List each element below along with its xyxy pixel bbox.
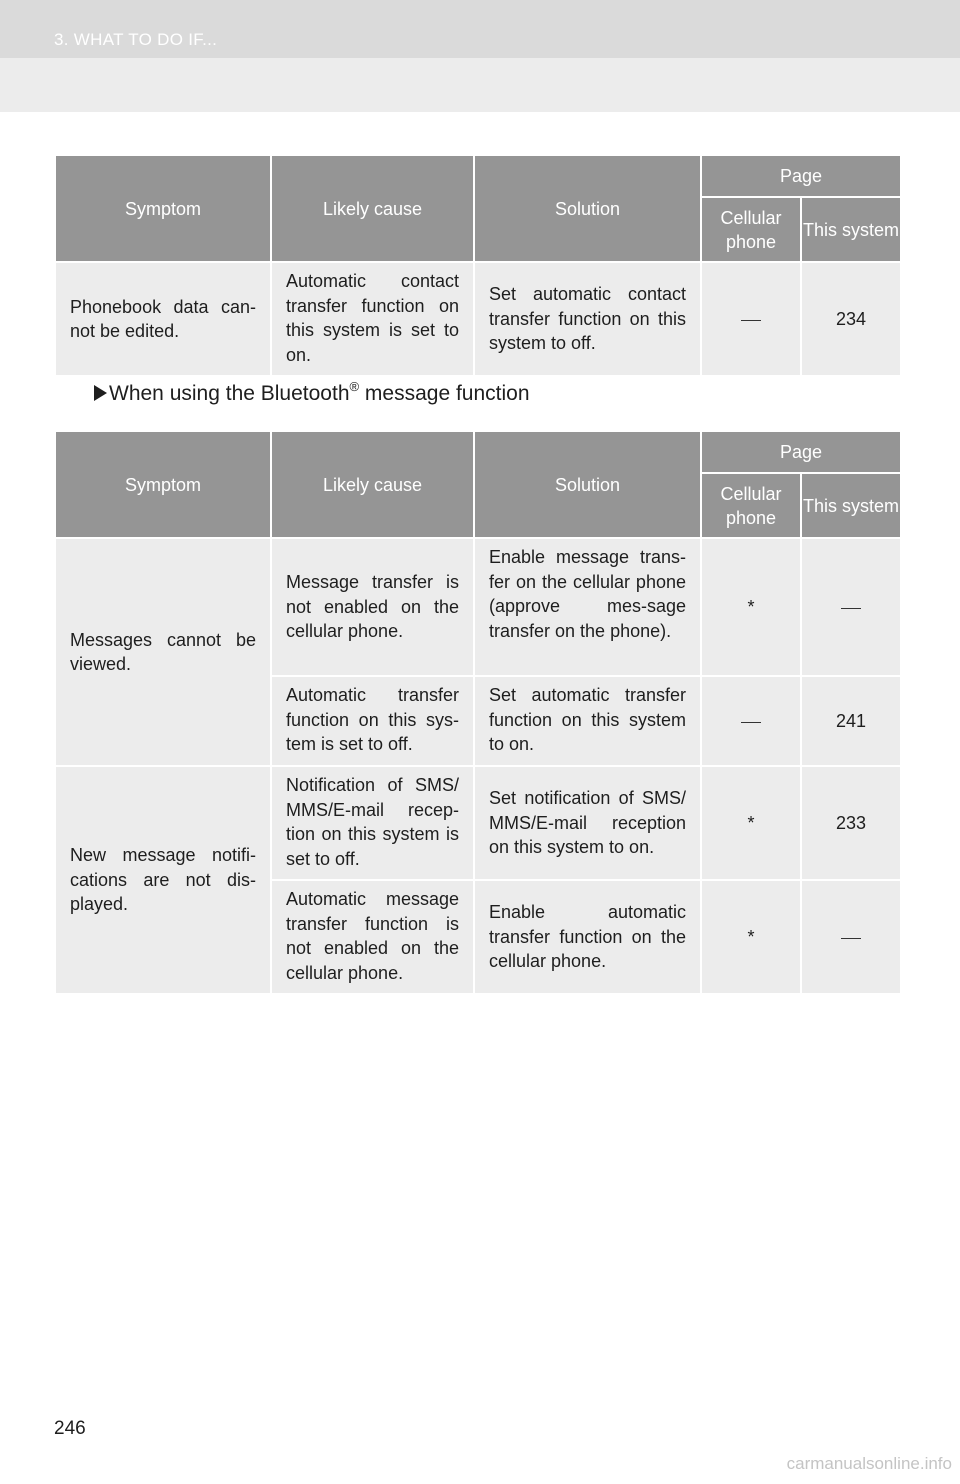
- likely-cause-cell: Message transfer is not enabled on the cellular phone.: [271, 538, 474, 676]
- header-solution: Solution: [474, 155, 701, 262]
- header-this-system: This system: [801, 473, 901, 538]
- subheading-suffix: message function: [359, 382, 530, 405]
- solution-cell: Set notification of SMS/ MMS/E-mail reception on this system to on.: [474, 766, 701, 880]
- header-page: Page: [701, 155, 901, 197]
- dash-mark: [741, 320, 761, 321]
- dash-mark: [841, 608, 861, 609]
- solution-cell: Set automatic contact transfer function on this system to off.: [474, 262, 701, 376]
- symptom-cell: Phonebook data can-not be edited.: [55, 262, 271, 376]
- table-row: [55, 766, 901, 880]
- header-likely-cause: Likely cause: [271, 431, 474, 538]
- solution-cell: Set automatic transfer function on this system to on.: [474, 676, 701, 766]
- cellular-page-cell: *: [701, 880, 801, 994]
- header-this-system: This system: [801, 197, 901, 262]
- header-page: Page: [701, 431, 901, 473]
- system-page-cell: [801, 880, 901, 994]
- system-page-cell: 234: [801, 262, 901, 376]
- solution-cell: Enable automatic transfer function on the cellular phone.: [474, 880, 701, 994]
- header-solution: Solution: [474, 431, 701, 538]
- phonebook-troubleshooting-table: [54, 154, 902, 377]
- section-title: 3. WHAT TO DO IF...: [54, 30, 218, 49]
- likely-cause-cell: Notification of SMS/ MMS/E-mail recep-tion on this system is set to off.: [271, 766, 474, 880]
- cellular-page-cell: [701, 262, 801, 376]
- registered-mark: ®: [349, 379, 360, 394]
- watermark: carmanualsonline.info: [786, 1454, 952, 1473]
- table-row: [55, 538, 901, 676]
- system-page-cell: 233: [801, 766, 901, 880]
- table-row: [55, 262, 901, 376]
- section-subheading: [94, 379, 530, 406]
- header-cellular-phone: Cellular phone: [701, 197, 801, 262]
- page-number: 246: [54, 1418, 86, 1439]
- triangle-bullet-icon: [94, 385, 107, 401]
- likely-cause-cell: Automatic message transfer function is not enabled on the cellular phone.: [271, 880, 474, 994]
- symptom-cell: New message notifi-cations are not dis-played.: [55, 766, 271, 994]
- cellular-page-cell: [701, 676, 801, 766]
- header-cellular-phone: Cellular phone: [701, 473, 801, 538]
- header-likely-cause: Likely cause: [271, 155, 474, 262]
- cellular-page-cell: *: [701, 766, 801, 880]
- message-troubleshooting-table: [54, 430, 902, 995]
- system-page-cell: 241: [801, 676, 901, 766]
- system-page-cell: [801, 538, 901, 676]
- header-symptom: Symptom: [55, 155, 271, 262]
- solution-cell: Enable message trans-fer on the cellular phone (approve mes-sage transfer on the phone).: [474, 538, 701, 676]
- header-symptom: Symptom: [55, 431, 271, 538]
- cellular-page-cell: *: [701, 538, 801, 676]
- dash-mark: [841, 938, 861, 939]
- dash-mark: [741, 722, 761, 723]
- likely-cause-cell: Automatic contact transfer function on this system is set to on.: [271, 262, 474, 376]
- symptom-cell: Messages cannot be viewed.: [55, 538, 271, 766]
- subheading-prefix: When using the Bluetooth: [109, 382, 350, 405]
- likely-cause-cell: Automatic transfer function on this sys-tem is set to off.: [271, 676, 474, 766]
- header-band: [0, 0, 960, 112]
